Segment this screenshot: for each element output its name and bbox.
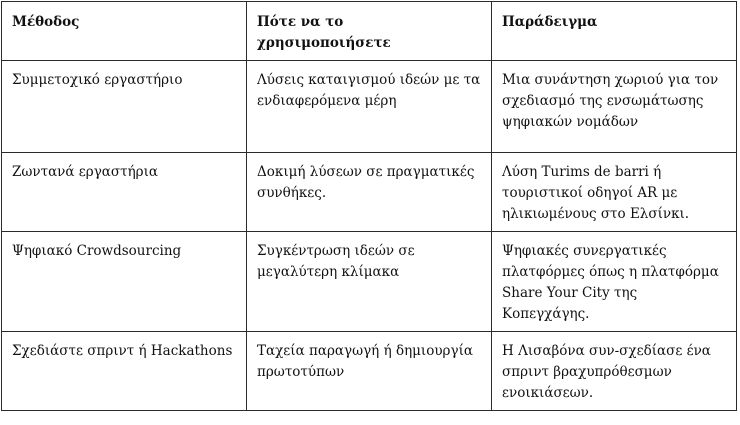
cell-when-to-use: Λύσεις καταιγισμού ιδεών με τα ενδιαφερόμενα μέρη: [247, 61, 492, 153]
cell-method: Συμμετοχικό εργαστήριο: [2, 61, 247, 153]
header-method: Μέθοδος: [2, 2, 247, 61]
cell-example: Ψηφιακές συνεργατικές πλατφόρμες όπως η πλατφόρμα Share Your City της Κοπεγχάγης.: [492, 232, 737, 332]
cell-when-to-use: Συγκέντρωση ιδεών σε μεγαλύτερη κλίμακα: [247, 232, 492, 332]
table-row: [2, 61, 737, 153]
cell-example: Λύση Turims de barri ή τουριστικοί οδηγοί AR με ηλικιωμένους στο Ελσίνκι.: [492, 153, 737, 232]
cell-when-to-use: Δοκιμή λύσεων σε πραγματικές συνθήκες.: [247, 153, 492, 232]
table-row: [2, 153, 737, 232]
header-when-to-use: Πότε να το χρησιμοποιήσετε: [247, 2, 492, 61]
cell-example: Μια συνάντηση χωριού για τον σχεδιασμό της ενσωμάτωσης ψηφιακών νομάδων: [492, 61, 737, 153]
table-header-row: [2, 2, 737, 61]
methods-table: [1, 1, 737, 411]
table-row: [2, 332, 737, 411]
cell-method: Ζωντανά εργαστήρια: [2, 153, 247, 232]
cell-example: Η Λισαβόνα συν-σχεδίασε ένα σπριντ βραχυπρόθεσμων ενοικιάσεων.: [492, 332, 737, 411]
table-row: [2, 232, 737, 332]
cell-when-to-use: Ταχεία παραγωγή ή δημιουργία πρωτοτύπων: [247, 332, 492, 411]
cell-method: Σχεδιάστε σπριντ ή Hackathons: [2, 332, 247, 411]
header-example: Παράδειγμα: [492, 2, 737, 61]
cell-method: Ψηφιακό Crowdsourcing: [2, 232, 247, 332]
